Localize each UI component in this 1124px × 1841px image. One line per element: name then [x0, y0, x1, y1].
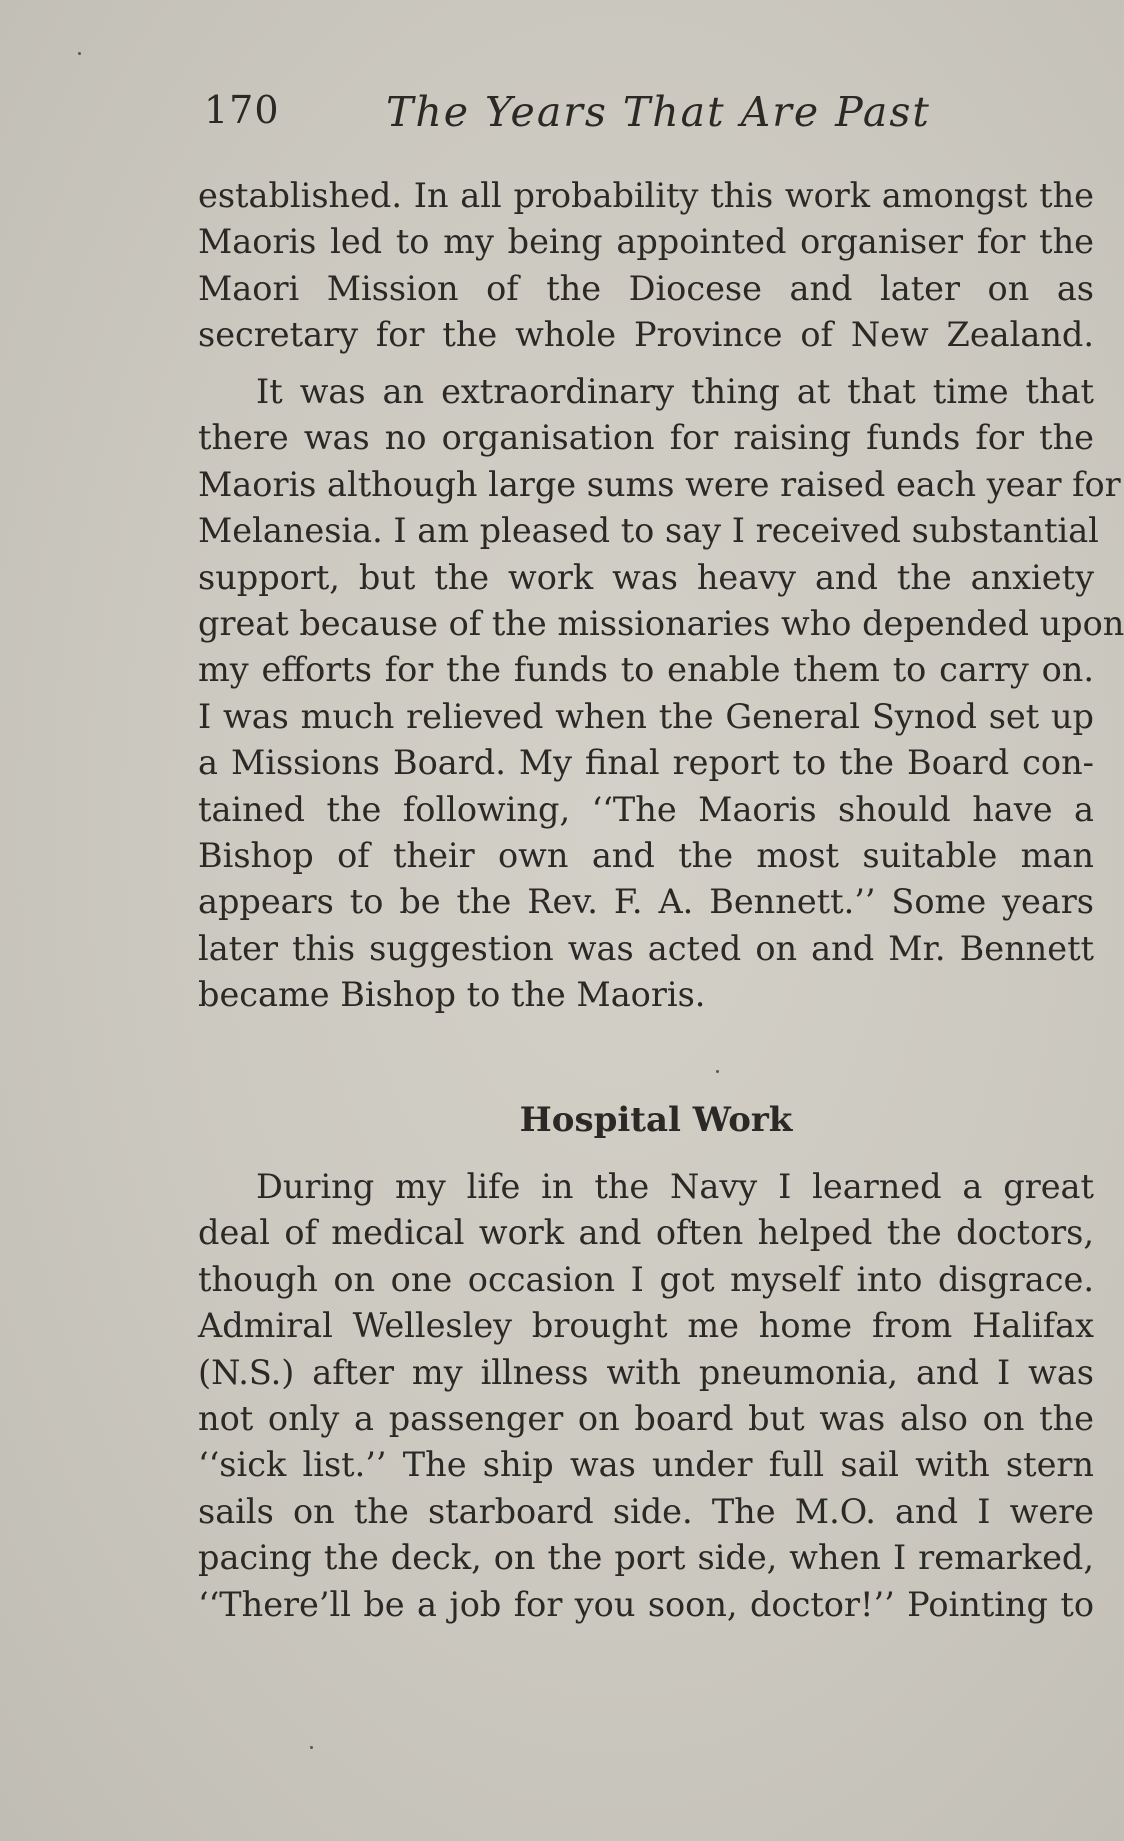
text-line: Maoris led to my being appointed organiser for the [198, 222, 1094, 262]
text-line: there was no organisation for raising funds for the [198, 418, 1094, 458]
paper-speck [716, 1070, 719, 1073]
text-line: later this suggestion was acted on and Mr. Bennett [198, 928, 1094, 968]
text-line: (N.S.) after my illness with pneumonia, and I was [198, 1352, 1094, 1392]
text-line: tained the following, ‘‘The Maoris should have a [198, 789, 1094, 829]
text-line: I was much relieved when the General Synod set up [198, 696, 1094, 736]
text-line: my efforts for the funds to enable them to carry on. [198, 650, 1094, 690]
text-line: Bishop of their own and the most suitable man [198, 835, 1094, 875]
text-line: Maoris although large sums were raised each year for [198, 464, 1121, 504]
text-line: established. In all probability this work amongst the [198, 176, 1094, 215]
text-line: not only a passenger on board but was also on the [198, 1398, 1094, 1438]
text-line: sails on the starboard side. The M.O. and I were [198, 1491, 1094, 1531]
paragraph-1 [198, 173, 1094, 359]
running-title: The Years That Are Past [386, 88, 931, 136]
text-line: Melanesia. I am pleased to say I received substantial [198, 511, 1099, 551]
text-line: During my life in the Navy I learned a great [256, 1167, 1094, 1206]
text-line: Admiral Wellesley brought me home from Halifax [198, 1306, 1094, 1346]
text-line: ‘‘sick list.’’ The ship was under full sail with stern [198, 1445, 1094, 1485]
text-line: Maori Mission of the Diocese and later on as [198, 268, 1094, 308]
text-line: pacing the deck, on the port side, when I remarked, [198, 1538, 1094, 1578]
text-line: secretary for the whole Province of New Zealand. [198, 315, 1094, 355]
section-heading: Hospital Work [519, 1100, 793, 1140]
text-line: appears to be the Rev. F. A. Bennett.’’ Some years [198, 882, 1094, 922]
text-line: It was an extraordinary thing at that time that [256, 372, 1094, 411]
paragraph-3 [198, 1164, 1094, 1628]
text-line: became Bishop to the Maoris. [198, 975, 706, 1015]
text-line: a Missions Board. My final report to the Board con- [198, 743, 1094, 783]
paper-speck [78, 52, 81, 55]
page-number: 170 [204, 88, 280, 132]
page-header [198, 88, 1098, 138]
text-line: support, but the work was heavy and the anxiety [198, 557, 1094, 597]
text-line: ‘‘There’ll be a job for you soon, doctor!’’ Pointing to [198, 1584, 1094, 1624]
text-line: though on one occasion I got myself into disgrace. [198, 1259, 1094, 1299]
paragraph-2 [198, 369, 1124, 1018]
text-line: deal of medical work and often helped the doctors, [198, 1213, 1094, 1253]
text-line: great because of the missionaries who depended upon [198, 603, 1124, 643]
paper-speck [310, 1746, 313, 1749]
